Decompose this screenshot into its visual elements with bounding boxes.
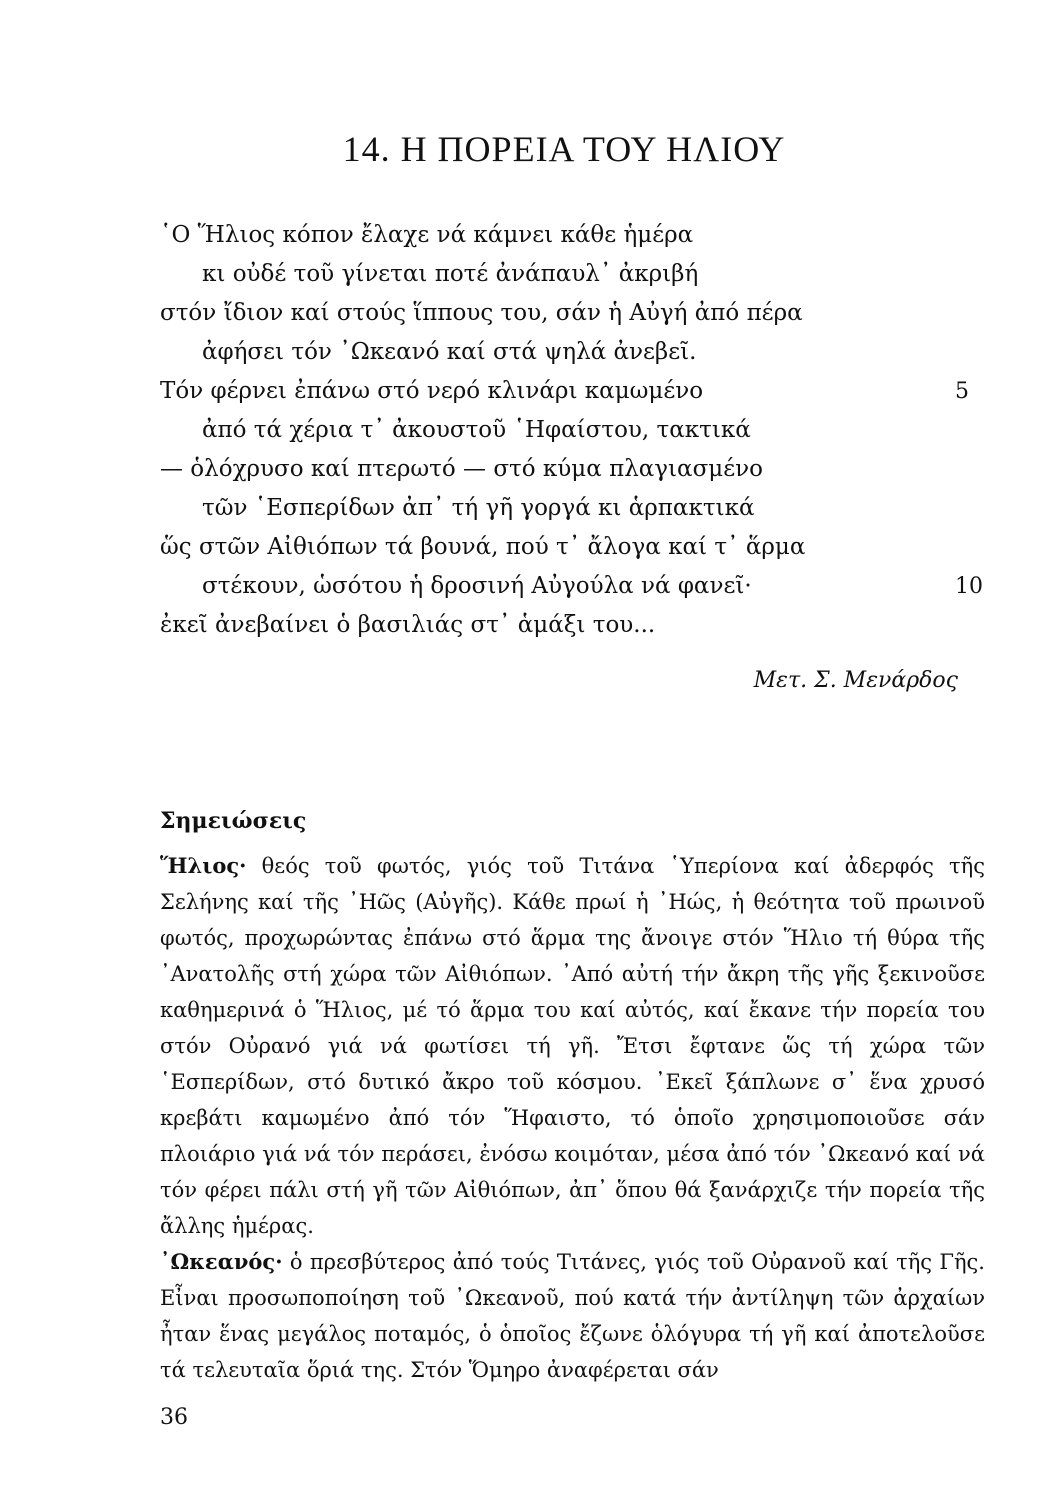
poem-line — [0, 372, 1048, 411]
poem-line — [0, 333, 1048, 372]
poem-line — [0, 294, 1048, 333]
poem-line-text: — ὁλόχρυσο καί πτερωτό — στό κύμα πλαγιασμένο — [160, 456, 763, 482]
poem-line-text: κι οὐδέ τοῦ γίνεται ποτέ ἀνάπαυλ᾽ ἀκριβή — [202, 261, 699, 287]
poem-line-text: Τόν φέρνει ἐπάνω στό νερό κλινάρι καμωμένο — [160, 378, 704, 404]
poem-line-text: ἀπό τά χέρια τ᾽ ἀκουστοῦ ῾Ηφαίστου, τακτικά — [202, 417, 751, 443]
page-number: 36 — [160, 1405, 188, 1430]
poem-line-text: τῶν ῾Εσπερίδων ἀπ᾽ τή γῆ γοργά κι ἁρπακτικά — [202, 495, 755, 521]
note-term: Ἥλιος· — [160, 853, 247, 878]
note-paragraph — [160, 1244, 985, 1388]
line-number: 10 — [955, 574, 983, 599]
note-paragraph — [160, 848, 985, 1244]
poem-line-text: ῾Ο Ἥλιος κόπον ἔλαχε νά κάμνει κάθε ἡμέρα — [160, 222, 694, 248]
line-number: 5 — [955, 379, 969, 404]
page-title: 14. Η ΠΟΡΕΙΑ ΤΟΥ ΗΛΙΟΥ — [342, 129, 786, 169]
poem-line-text: ἀφήσει τόν ᾿Ωκεανό καί στά ψηλά ἀνεβεῖ. — [202, 339, 697, 365]
poem-line — [0, 606, 1048, 645]
poem-line — [0, 450, 1048, 489]
poem-line-text: στόν ἴδιον καί στούς ἵππους του, σάν ἡ Αὐγή ἀπό πέρα — [160, 300, 803, 326]
translator-credit: Μετ. Σ. Μενάρδος — [753, 668, 958, 693]
notes-heading: Σημειώσεις — [160, 808, 307, 834]
poem-line-text: ὥς στῶν Αἰθιόπων τά βουνά, πού τ᾽ ἄλογα καί τ᾽ ἅρμα — [160, 534, 806, 560]
note-text: θεός τοῦ φωτός, γιός τοῦ Τιτάνα ῾Υπερίονα καί ἀδερφός τῆς Σελήνης καί τῆς ᾿Ηῶς (Αὐγῆς). Κάθε πρωί ἡ ᾿Ηώς, ἡ θεότητα τοῦ πρωινοῦ φωτός, προχωρώντας ἐπάνω στό ἅρμα της ἄνοιγε στόν Ἥλιο τή θύρα τῆς ᾿Ανατολῆς στή χώρα τῶν Αἰθιόπων. ᾿Από αὐτή τήν ἄκρη τῆς γῆς ξεκινοῦσε καθημερινά ὁ Ἥλιος, μέ τό ἅρμα του καί αὐτός, καί ἔκανε τήν πορεία του στόν Οὐρανό γιά νά φωτίσει τή γῆ. Ἔτσι ἔφτανε ὥς τή χώρα τῶν ῾Εσπερίδων, στό δυτικό ἄκρο τοῦ κόσμου. ᾿Εκεῖ ξάπλωνε σ᾽ ἕνα χρυσό κρεβάτι καμωμένο ἀπό τόν Ἥφαιστο, τό ὁποῖο χρησιμοποιοῦσε σάν πλοιάριο γιά νά τόν περάσει, ἐνόσω κοιμόταν, μέσα ἀπό τόν ᾿Ωκεανό καί νά τόν φέρει πάλι στή γῆ τῶν Αἰθιόπων, ἀπ᾽ ὅπου θά ξανάρχιζε τήν πορεία τῆς ἄλλης ἡμέρας. — [160, 854, 985, 1238]
note-term: ᾿Ωκεανός· — [160, 1249, 283, 1274]
poem-line — [0, 489, 1048, 528]
poem-line-text: στέκουν, ὡσότου ἡ δροσινή Αὐγούλα νά φανεῖ· — [202, 573, 752, 599]
poem-line — [0, 567, 1048, 606]
note-text: ὁ πρεσβύτερος ἀπό τούς Τιτάνες, γιός τοῦ Οὐρανοῦ καί τῆς Γῆς. Εἶναι προσωποποίηση τοῦ ᾿Ωκεανοῦ, πού κατά τήν ἀντίληψη τῶν ἀρχαίων ἦταν ἕνας μεγάλος ποταμός, ὁ ὁποῖος ἔζωνε ὁλόγυρα τή γῆ καί ἀποτελοῦσε τά τελευταῖα ὅριά της. Στόν Ὅμηρο ἀναφέρεται σάν — [160, 1250, 985, 1382]
poem-line — [0, 528, 1048, 567]
poem-line — [0, 216, 1048, 255]
poem — [0, 216, 1048, 645]
poem-line — [0, 411, 1048, 450]
poem-line-text: ἐκεῖ ἀνεβαίνει ὁ βασιλιάς στ᾽ ἁμάξι του... — [160, 612, 656, 638]
notes — [160, 848, 985, 1388]
poem-line — [0, 255, 1048, 294]
